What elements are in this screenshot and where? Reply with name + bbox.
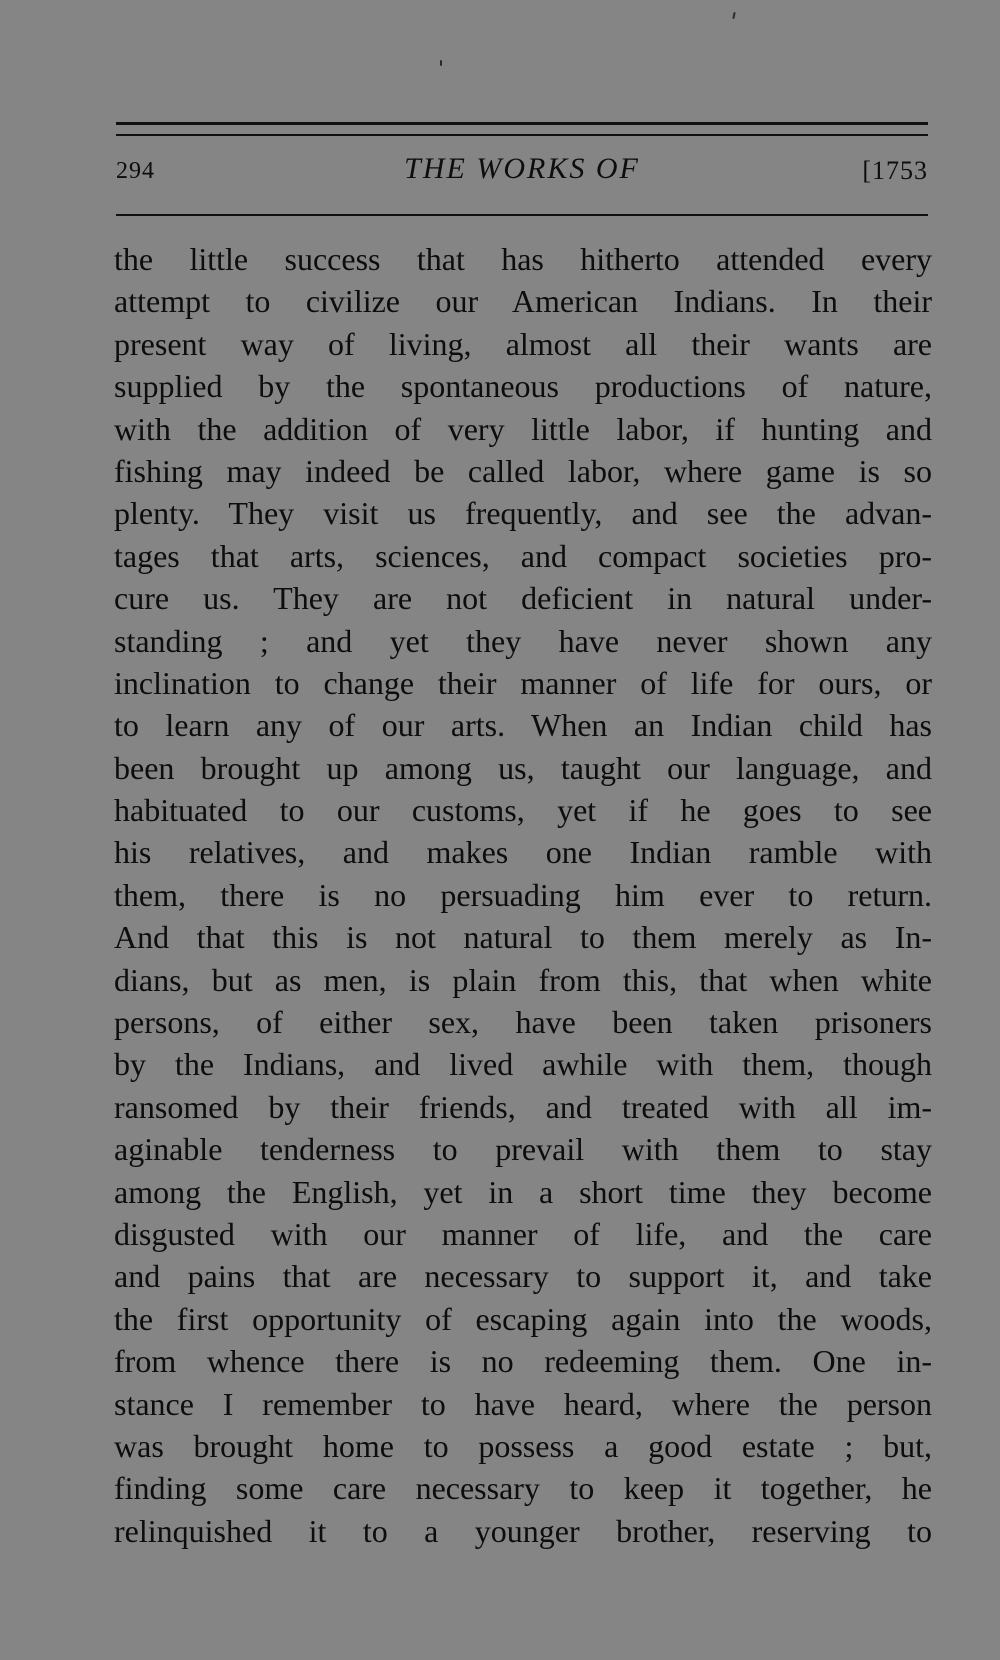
header-rule-bottom <box>116 214 928 216</box>
header-rule-thin <box>116 134 928 136</box>
text-line: from whence there is no redeeming them. One in- <box>114 1343 932 1380</box>
text-line: with the addition of very little labor, if hunting and <box>114 410 932 447</box>
text-line: tages that arts, sciences, and compact societies pro- <box>114 537 932 574</box>
text-line: supplied by the spontaneous productions of nature, <box>114 368 932 405</box>
running-title: THE WORKS OF <box>404 152 640 185</box>
text-line: to learn any of our arts. When an Indian child has <box>114 707 932 744</box>
text-line: dians, but as men, is plain from this, that when white <box>114 961 932 998</box>
text-line: disgusted with our manner of life, and the care <box>114 1215 932 1252</box>
text-line: his relatives, and makes one Indian ramble with <box>114 834 932 871</box>
text-line: among the English, yet in a short time they become <box>114 1173 932 1210</box>
header-rule-thick <box>116 122 928 125</box>
text-line: the first opportunity of escaping again into the woods, <box>114 1300 932 1337</box>
body-text <box>114 238 932 1552</box>
text-line: attempt to civilize our American Indians. In their <box>114 283 932 320</box>
text-line: by the Indians, and lived awhile with them, though <box>114 1046 932 1083</box>
text-line: was brought home to possess a good estate ; but, <box>114 1427 932 1464</box>
text-line: plenty. They visit us frequently, and see the advan- <box>114 495 932 532</box>
text-line: stance I remember to have heard, where the person <box>114 1385 932 1422</box>
text-line: inclination to change their manner of life for ours, or <box>114 664 932 701</box>
page-number: 294 <box>116 158 155 184</box>
text-line: them, there is no persuading him ever to return. <box>114 876 932 913</box>
text-line: ransomed by their friends, and treated with all im- <box>114 1088 932 1125</box>
text-line: cure us. They are not deficient in natural under- <box>114 580 932 617</box>
ink-speck <box>440 60 442 66</box>
year-marker: [1753 <box>862 156 928 185</box>
text-line: fishing may indeed be called labor, where game is so <box>114 452 932 489</box>
text-line: present way of living, almost all their wants are <box>114 325 932 362</box>
text-line: And that this is not natural to them merely as In- <box>114 919 932 956</box>
ink-speck <box>732 12 735 19</box>
text-line: persons, of either sex, have been taken prisoners <box>114 1004 932 1041</box>
text-line: aginable tenderness to prevail with them to stay <box>114 1131 932 1168</box>
text-line: relinquished it to a younger brother, reserving to <box>114 1512 932 1549</box>
running-header <box>116 152 928 192</box>
text-line: habituated to our customs, yet if he goes to see <box>114 792 932 829</box>
text-line: and pains that are necessary to support it, and take <box>114 1258 932 1295</box>
text-line: the little success that has hitherto attended every <box>114 241 932 277</box>
text-line: finding some care necessary to keep it together, he <box>114 1470 932 1507</box>
text-line: standing ; and yet they have never shown any <box>114 622 932 659</box>
text-line: been brought up among us, taught our language, and <box>114 749 932 786</box>
